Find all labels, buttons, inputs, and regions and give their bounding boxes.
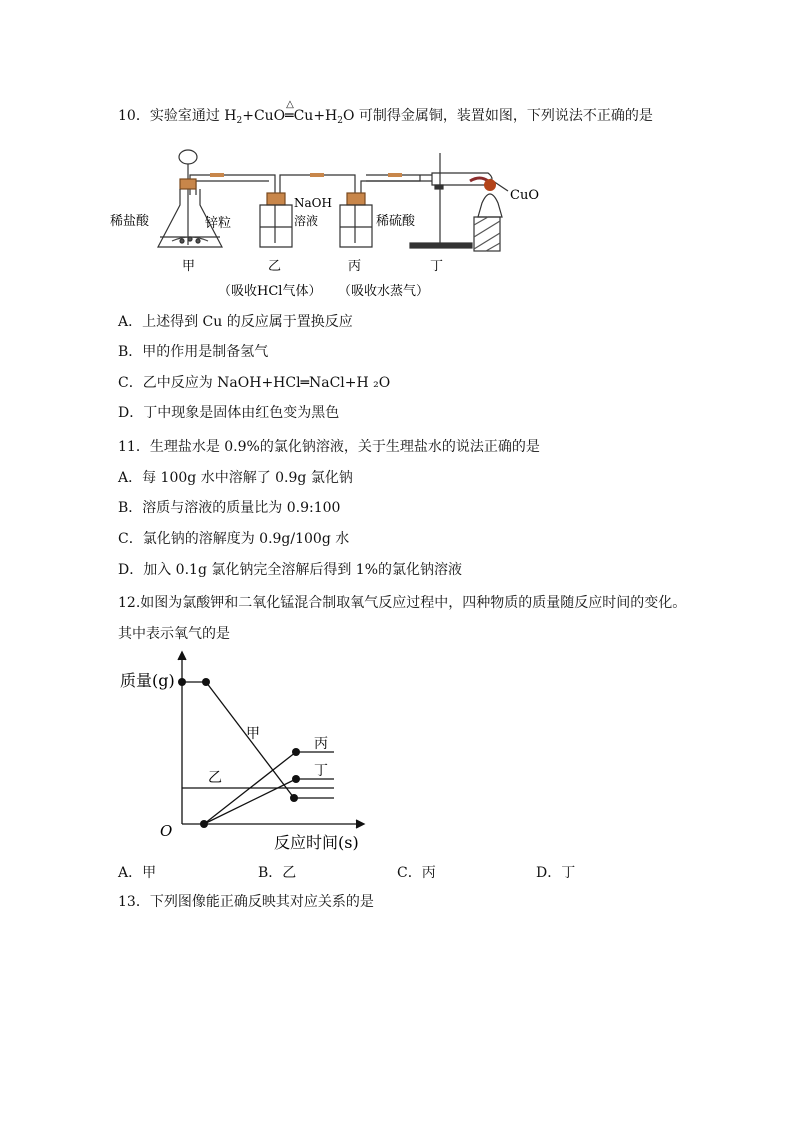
label-yi: 乙 (268, 259, 282, 274)
q10-stem: 10．实验室通过 $H_2+CuO$ △ $═Cu+H_2O$ 可制得金属铜，装置如图，下列说法不正确的是 (118, 107, 653, 130)
heat-delta-icon: △ (286, 99, 294, 110)
note-yi: （吸收HCl气体） (218, 284, 322, 299)
q12-option-b[interactable]: B．乙 (258, 865, 297, 881)
bottle-bing (340, 193, 372, 247)
graph-origin: O (160, 822, 173, 840)
q11-option-c[interactable]: C．氯化钠的溶解度为 0.9g/100g 水 (118, 531, 350, 547)
graph-label-ding: 丁 (314, 763, 328, 779)
graph-xlabel: 反应时间(s) (274, 833, 359, 852)
q11-stem: 11．生理盐水是 0.9%的氯化钠溶液，关于生理盐水的说法正确的是 (118, 439, 540, 455)
x-axis-arrow-icon (356, 820, 364, 828)
stand-ding (410, 153, 508, 251)
q12-option-c[interactable]: C．丙 (397, 865, 436, 881)
q12-option-a[interactable]: A．甲 (118, 865, 157, 881)
q11-option-d[interactable]: D．加入 0.1g 氯化钠完全溶解后得到 1%的氯化钠溶液 (118, 562, 463, 578)
q10-option-b[interactable]: B．甲的作用是制备氢气 (118, 344, 269, 360)
label-cuo: CuO (510, 188, 539, 203)
label-naoh: NaOH (294, 196, 332, 210)
label-zinc: 锌粒 (205, 216, 232, 231)
q10-option-d[interactable]: D．丁中现象是固体由红色变为黑色 (118, 405, 340, 421)
graph-label-jia: 甲 (246, 726, 260, 742)
graph-ylabel: 质量(g) (120, 671, 175, 690)
q11-option-a[interactable]: A．每 100g 水中溶解了 0.9g 氯化钠 (118, 470, 353, 486)
note-bing: （吸收水蒸气） (338, 284, 430, 299)
heating-equals-sign: △ ═ (285, 107, 293, 125)
graph-points (178, 678, 300, 828)
q10-cuo: +CuO (242, 108, 286, 124)
subscript: 2 (236, 116, 243, 126)
q12-graph (118, 648, 378, 858)
q12-stem-line1: 12.如图为氯酸钾和二氧化锰混合制取氧气反应过程中，四种物质的质量随反应时间的变化。 (118, 595, 687, 611)
q10-option-a[interactable]: A．上述得到 Cu 的反应属于置换反应 (118, 314, 353, 330)
label-naoh-solution: 溶液 (294, 214, 319, 228)
subscript: 2 (337, 116, 343, 126)
q12-stem-line2: 其中表示氧气的是 (118, 626, 230, 642)
graph-label-yi: 乙 (208, 770, 222, 786)
apparatus-diagram (110, 145, 550, 305)
q10-stem-suffix: 可制得金属铜，装置如图，下列说法不正确的是 (354, 108, 653, 124)
q11-option-b[interactable]: B．溶质与溶液的质量比为 0.9:100 (118, 500, 341, 516)
bottle-yi (260, 193, 292, 247)
graph-label-bing: 丙 (314, 736, 328, 752)
q10-option-c[interactable]: C．乙中反应为 NaOH+HCl═NaCl+H ₂O (118, 375, 391, 391)
q10-product: Cu+H (293, 108, 338, 124)
label-ding: 丁 (430, 259, 444, 274)
y-axis-arrow-icon (178, 652, 186, 660)
label-jia: 甲 (182, 259, 196, 274)
flask-jia (158, 150, 222, 247)
q13-stem: 13．下列图像能正确反映其对应关系的是 (118, 894, 374, 910)
q12-option-d[interactable]: D．丁 (536, 865, 576, 881)
label-h2so4: 稀硫酸 (376, 214, 416, 229)
label-acid: 稀盐酸 (110, 214, 150, 229)
q10-stem-prefix: 10．实验室通过 H (118, 108, 237, 124)
label-bing: 丙 (348, 259, 362, 274)
